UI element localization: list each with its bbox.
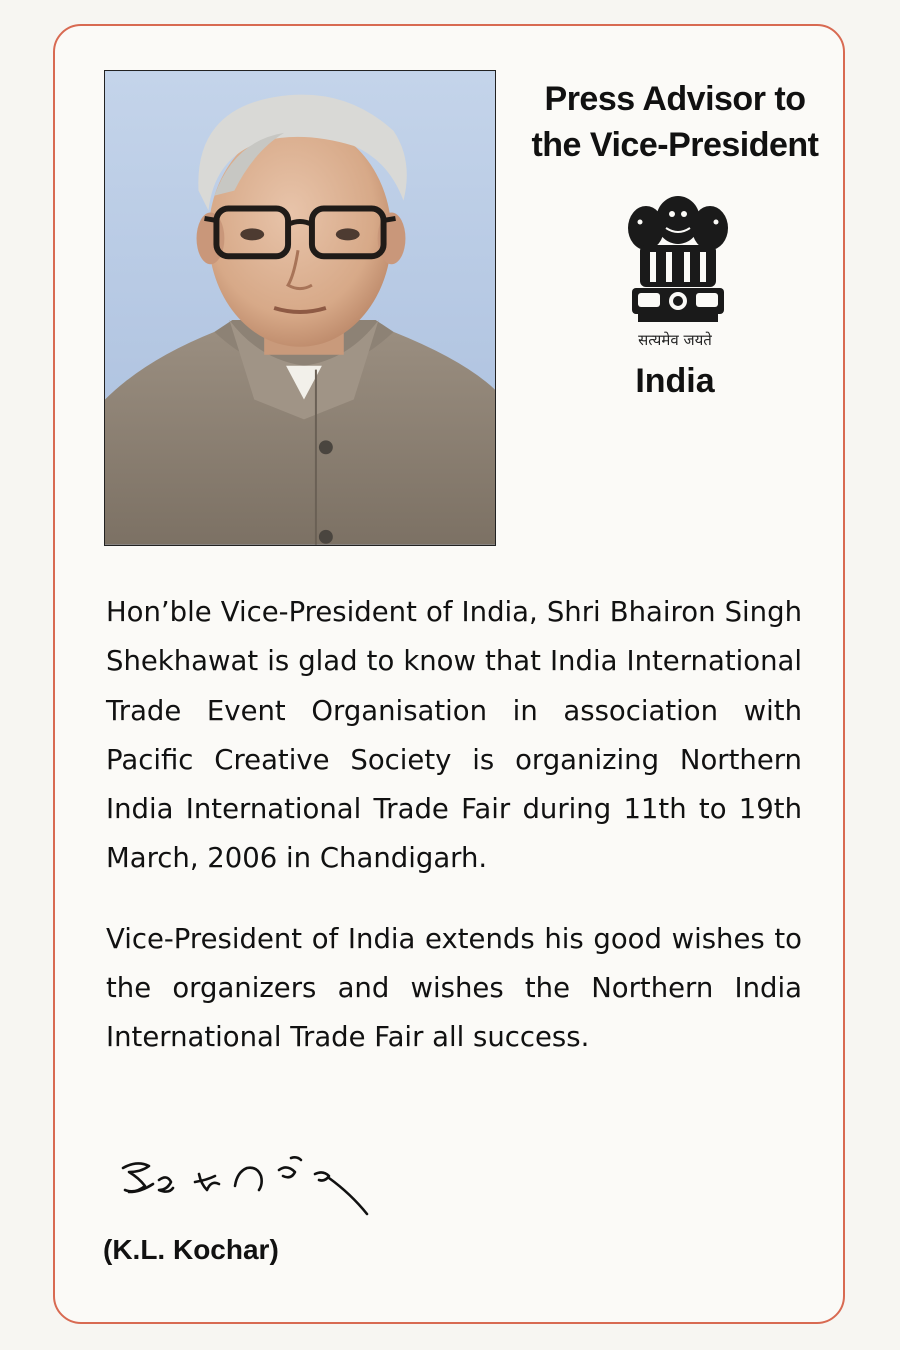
signatory-name: (K.L. Kochar) — [103, 1234, 279, 1265]
message-paragraph-2: Vice-President of India extends his good wishes to the organizers and wishes the Northern India International Trade Fair all success. — [106, 922, 802, 1054]
office-title-line1: Press Advisor to — [544, 80, 806, 118]
emblem-motto: सत्यमेव जयते — [638, 331, 712, 349]
national-emblem-icon — [618, 190, 738, 330]
portrait-photo — [104, 70, 496, 546]
office-title — [520, 76, 830, 168]
message-body — [106, 588, 802, 1063]
handwritten-signature — [115, 1150, 385, 1230]
country-name: India — [635, 362, 715, 400]
office-title-line2: the Vice-President — [531, 126, 819, 164]
message-paragraph-1: Hon’ble Vice-President of India, Shri Bhairon Singh Shekhawat is glad to know that India International Trade Event Organisation in association with Pacific Creative Society is organizing Northern India International Trade Fair during 11th to 19th March, 2006 in Chandigarh. — [106, 596, 802, 875]
